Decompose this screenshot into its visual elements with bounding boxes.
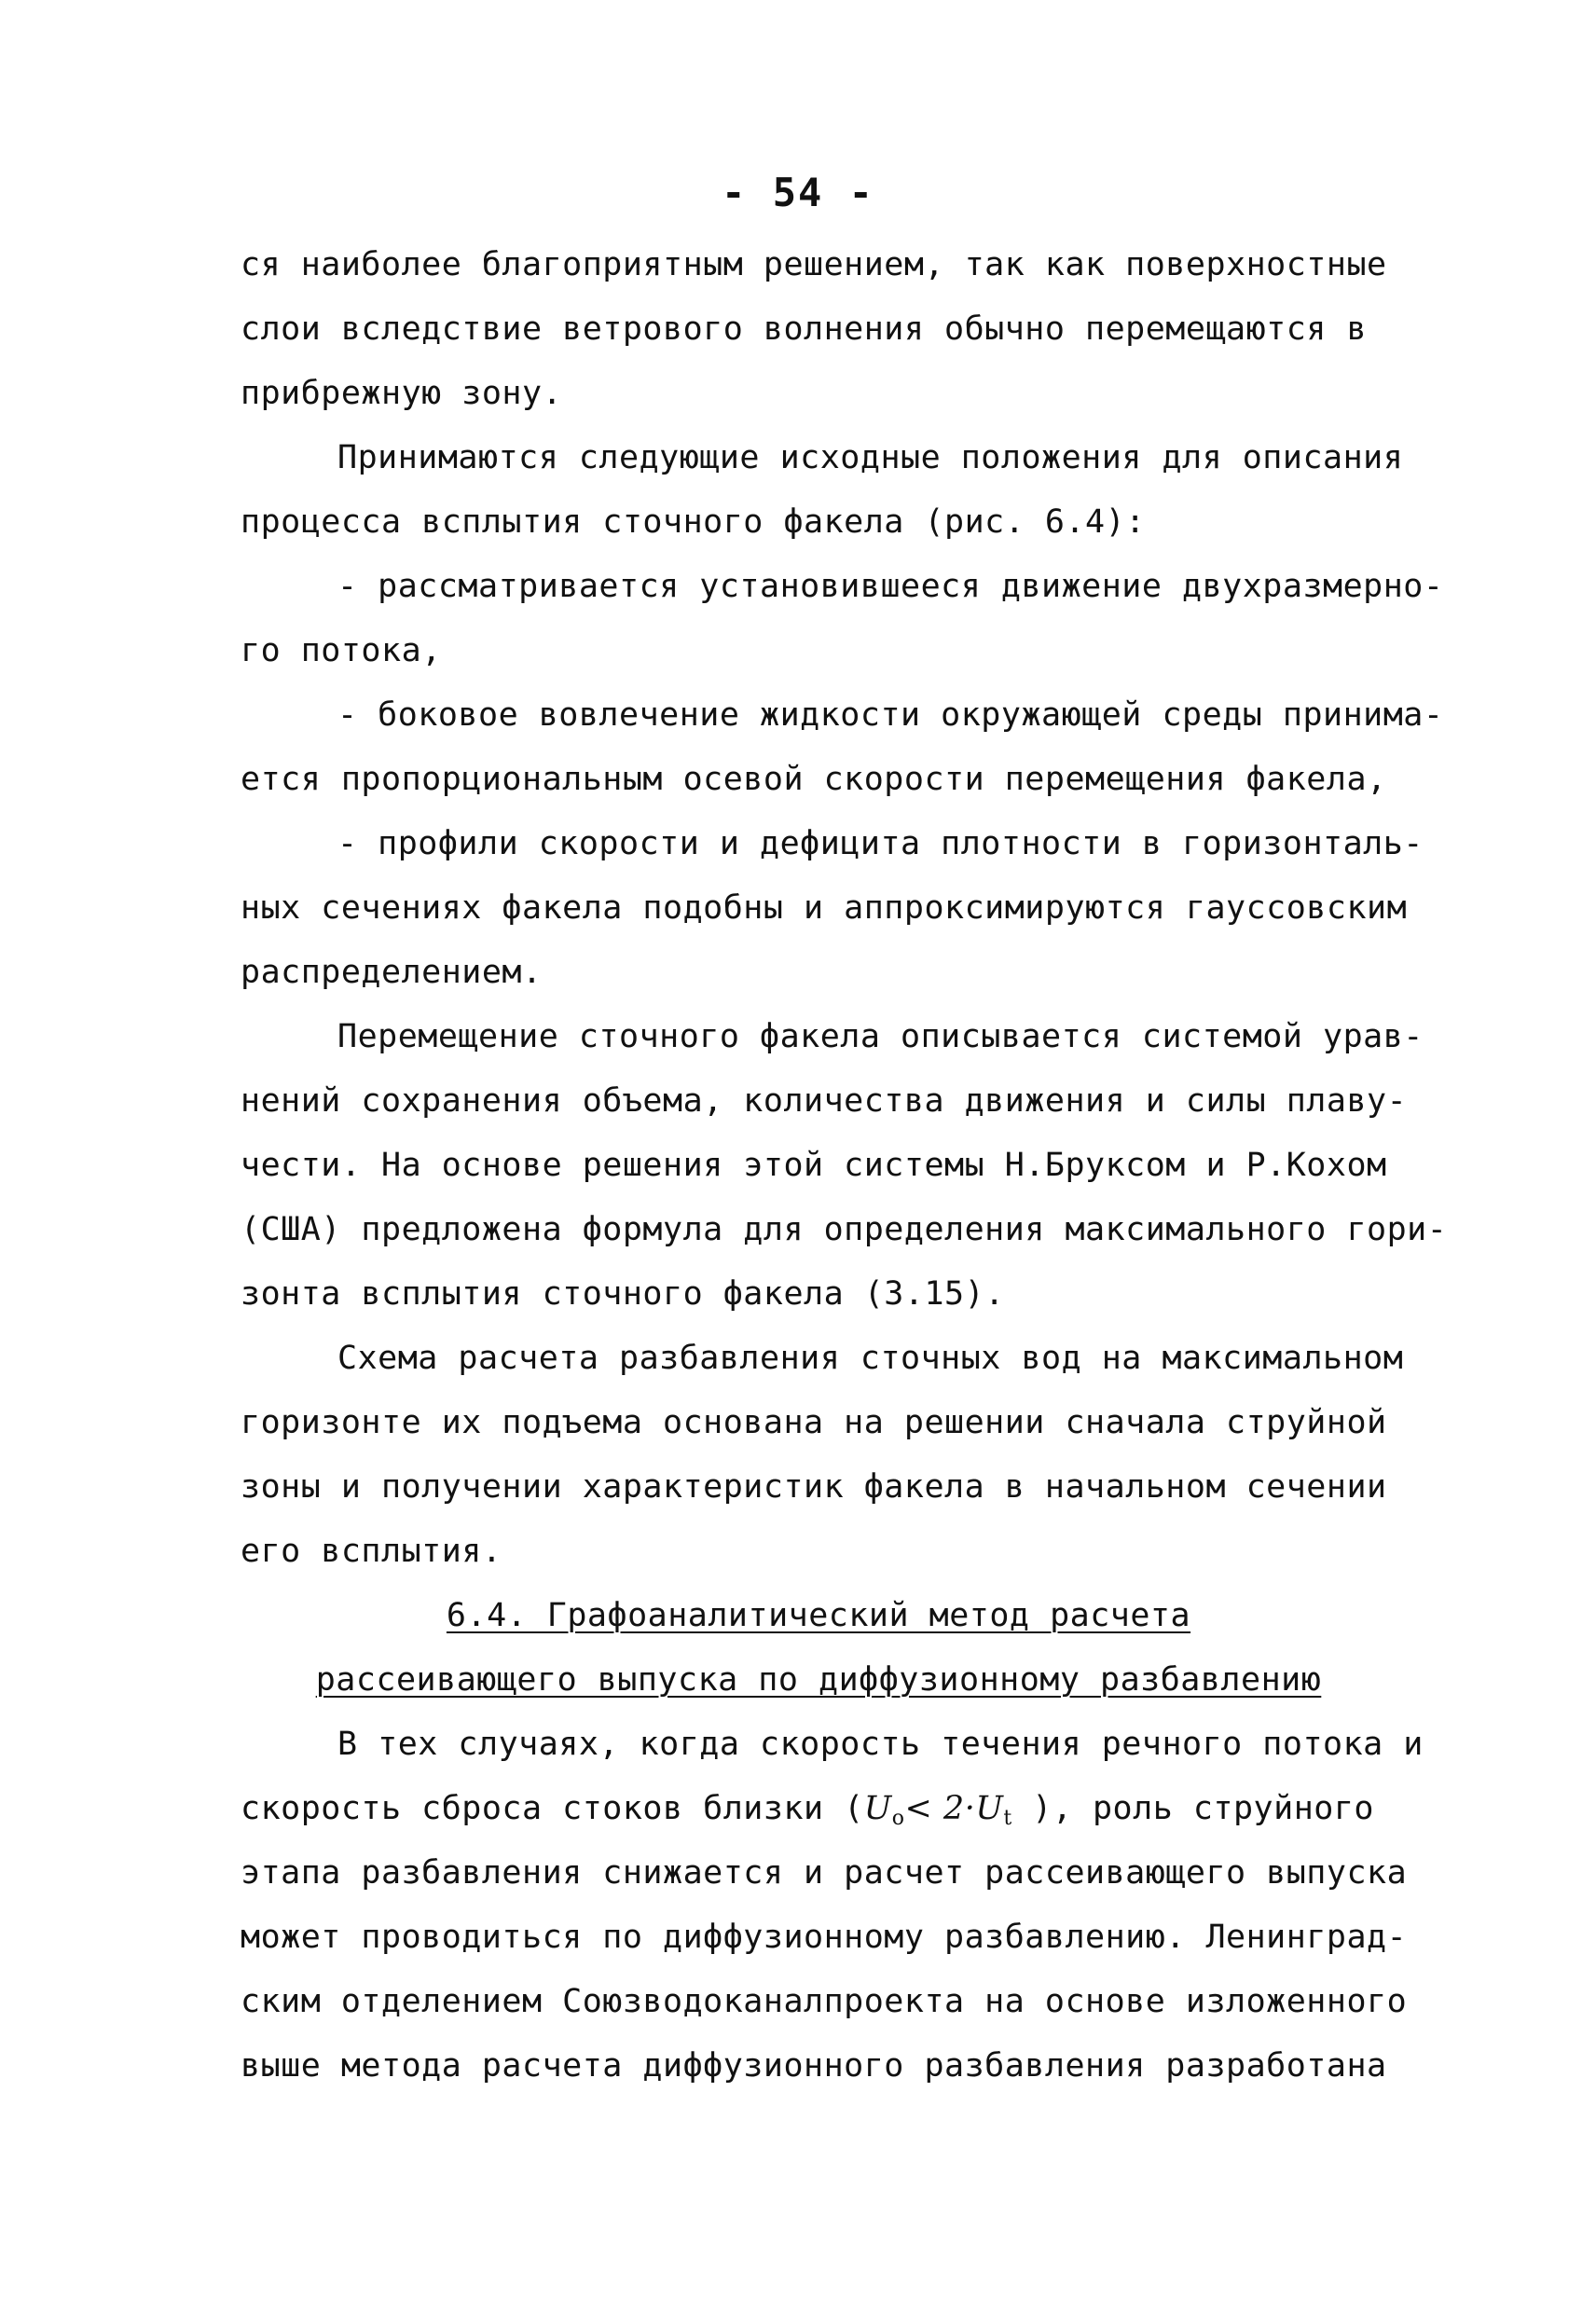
page-number: - 54 - [722, 170, 874, 215]
text-line: ся наиболее благоприятным решением, так как поверхностные [241, 246, 1387, 283]
section-heading-line-1: 6.4. Графоаналитический метод расчета [446, 1597, 1191, 1634]
formula-symbol: U [863, 1790, 892, 1827]
body-text [241, 233, 1448, 2099]
formula-symbol: U [975, 1790, 1004, 1827]
text-line: (США) предложена формула для определения максимального гори- [241, 1211, 1448, 1248]
text-line: Принимаются следующие исходные положения для описания [337, 439, 1404, 476]
text-line: Перемещение сточного факела описывается системой урав- [337, 1018, 1424, 1055]
text-line: ется пропорциональным осевой скорости перемещения факела, [241, 761, 1387, 798]
text-line-with-formula [241, 1777, 1396, 1841]
text-line: выше метода расчета диффузионного разбавления разработана [241, 2047, 1387, 2085]
velocity-formula [863, 1790, 1012, 1830]
text-line: может проводиться по диффузионному разбавлению. Ленинград- [241, 1919, 1408, 1956]
text-line: слои вследствие ветрового волнения обычно перемещаются в [241, 310, 1368, 348]
text-line: прибрежную зону. [241, 375, 563, 412]
text-line: горизонте их подъема основана на решении сначала струйной [241, 1404, 1387, 1441]
formula-subscript: t [1003, 1807, 1012, 1830]
text-line: ных сечениях факела подобны и аппроксимируются гауссовским [241, 889, 1408, 927]
section-heading-line-2: рассеивающего выпуска по диффузионному разбавлению [315, 1661, 1322, 1699]
text-line: распределением. [241, 954, 543, 991]
formula-subscript: o [891, 1807, 905, 1830]
text-fragment: скорость сброса стоков близки ( [241, 1790, 864, 1827]
section-heading-continued [241, 1648, 1396, 1713]
text-line: этапа разбавления снижается и расчет рассеивающего выпуска [241, 1854, 1408, 1892]
text-line: зонта всплытия сточного факела (3.15). [241, 1275, 1005, 1313]
text-line: В тех случаях, когда скорость течения речного потока и [337, 1726, 1424, 1763]
text-line: чести. На основе решения этой системы Н.Бруксом и Р.Кохом [241, 1147, 1387, 1184]
text-line: ским отделением Союзводоканалпроекта на основе изложенного [241, 1983, 1408, 2020]
text-line: процесса всплытия сточного факела (рис. 6.4): [241, 503, 1146, 541]
list-item-line: - боковое вовлечение жидкости окружающей среды принима- [337, 696, 1444, 734]
text-line: Схема расчета разбавления сточных вод на максимальном [337, 1340, 1404, 1377]
section-heading [241, 1584, 1396, 1648]
text-line: нений сохранения объема, количества движения и силы плаву- [241, 1082, 1408, 1120]
formula-operator: < 2· [904, 1790, 976, 1827]
text-line: го потока, [241, 632, 442, 669]
text-fragment: ), роль струйного [1011, 1790, 1374, 1827]
list-item-line: - профили скорости и дефицита плотности в горизонталь- [337, 825, 1424, 862]
text-line: зоны и получении характеристик факела в начальном сечении [241, 1468, 1387, 1506]
list-item-line: - рассматривается установившееся движение двухразмерно- [337, 568, 1444, 605]
text-line: его всплытия. [241, 1533, 502, 1570]
